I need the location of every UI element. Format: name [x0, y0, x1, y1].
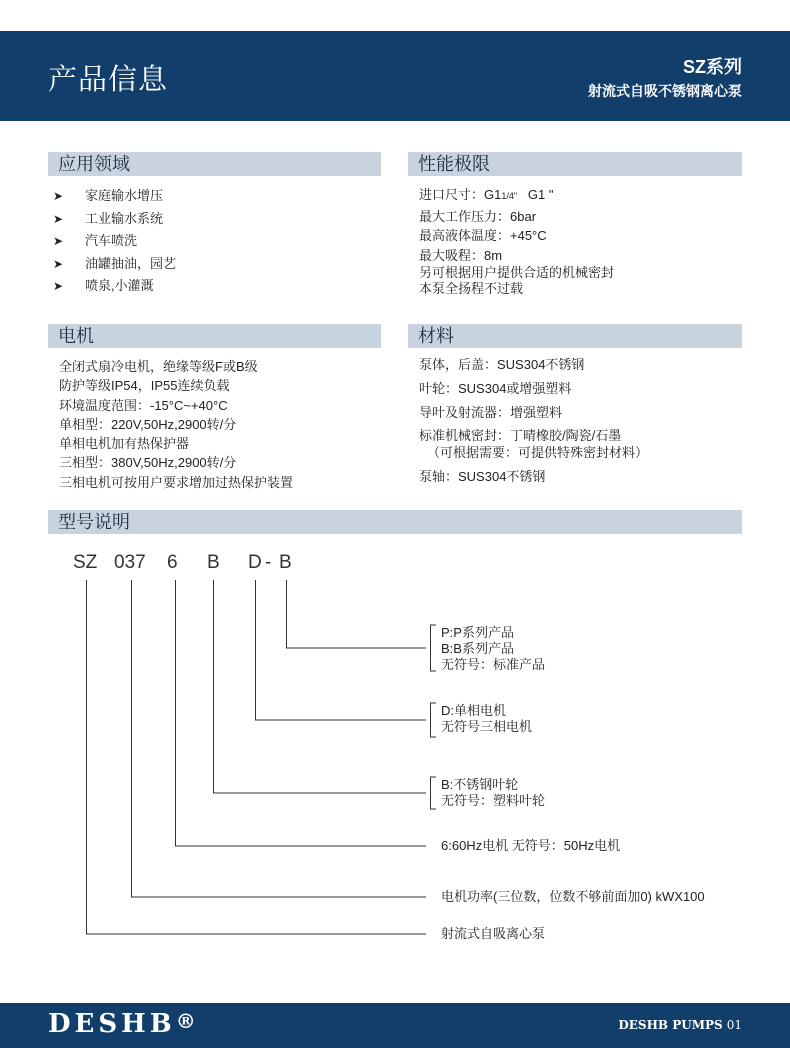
- material-line: 标准机械密封：丁晴橡胶/陶瓷/石墨: [419, 428, 622, 443]
- registered-mark: ®: [175, 1009, 196, 1033]
- desc-phase: D:单相电机 无符号三相电机: [441, 703, 533, 734]
- model-heading: 型号说明: [48, 510, 742, 534]
- page-title: 产品信息: [48, 64, 169, 96]
- list-item: ➤ 工业输水系统: [53, 208, 176, 231]
- motor-line: 全闭式扇冷电机，绝缘等级F或B级: [59, 359, 258, 374]
- connector-phase: [256, 580, 427, 720]
- series-subtitle: 射流式自吸不锈钢离心泵: [588, 83, 742, 99]
- brand-logo: DESHB®: [48, 1009, 196, 1039]
- motor-line: 环境温度范围：-15°C~+40°C: [59, 397, 228, 413]
- material-line: 泵轴：SUS304不锈钢: [419, 469, 546, 484]
- desc-suffix: P:P系列产品 B:B系列产品 无符号：标准产品: [441, 625, 546, 672]
- limit-line: 本泵全扬程不过载: [419, 281, 524, 296]
- limits-heading: 性能极限: [408, 152, 742, 176]
- arrow-icon: ➤: [53, 279, 64, 293]
- arrow-icon: ➤: [53, 256, 64, 271]
- arrow-icon: ➤: [53, 189, 64, 203]
- motor-line: 三相电机可按用户要求增加过热保护装置: [59, 474, 294, 490]
- application-heading: 应用领域: [48, 152, 381, 176]
- arrow-icon: ➤: [53, 211, 64, 226]
- motor-heading: 电机: [48, 324, 381, 348]
- desc-type: 射流式自吸离心泵: [441, 926, 546, 941]
- connector-suffix: [287, 580, 427, 648]
- code-series: SZ: [73, 552, 98, 573]
- code-power: 037: [114, 552, 146, 573]
- limit-line: 另可根据用户提供合适的机械密封: [419, 265, 615, 280]
- code-suffix: B: [279, 552, 292, 573]
- material-line: （可根据需要：可提供特殊密封材料）: [427, 445, 649, 460]
- desc-material: B:不锈钢叶轮 无符号：塑料叶轮: [441, 777, 546, 808]
- material-line: 叶轮：SUS304或增强塑料: [419, 381, 572, 396]
- limit-line: 最大工作压力：6bar: [419, 208, 537, 224]
- page-footer: [0, 1003, 790, 1048]
- footer-label: DESHB PUMPS 01: [618, 1018, 742, 1032]
- material-line: 导叶及射流器：增强塑料: [419, 405, 563, 420]
- list-item: ➤ 喷泉,小灌溉: [53, 275, 176, 298]
- list-item: ➤ 油罐抽油，园艺: [53, 253, 176, 276]
- motor-line: 单相型：220V,50Hz,2900转/分: [59, 416, 237, 432]
- connector-series: [87, 580, 427, 934]
- code-material: B: [207, 552, 220, 573]
- limit-line: 最高液体温度：+45°C: [419, 228, 547, 243]
- material-line: 泵体，后盖：SUS304不锈钢: [419, 357, 585, 372]
- limit-line: 最大吸程：8m: [419, 247, 503, 263]
- list-item: ➤ 家庭输水增压: [53, 185, 176, 208]
- list-item: ➤ 汽车喷洗: [53, 230, 176, 253]
- code-dash: -: [265, 552, 272, 573]
- desc-power: 电机功率(三位数，位数不够前面加0) kWX100: [441, 889, 705, 904]
- inlet-size: 进口尺寸：G11/4" G1 ": [419, 187, 554, 202]
- code-phase: D: [248, 552, 262, 573]
- motor-line: 三相型：380V,50Hz,2900转/分: [59, 455, 237, 471]
- desc-frequency: 6:60Hz电机 无符号：50Hz电机: [441, 838, 621, 853]
- code-frequency: 6: [167, 552, 178, 573]
- series-title: SZ系列: [682, 57, 742, 77]
- materials-heading: 材料: [408, 324, 742, 348]
- page-number: 01: [726, 1018, 742, 1032]
- motor-line: 单相电机加有热保护器: [59, 436, 190, 452]
- motor-line: 防护等级IP54，IP55连续负载: [59, 378, 230, 394]
- connector-material: [214, 580, 427, 793]
- arrow-icon: ➤: [53, 234, 64, 248]
